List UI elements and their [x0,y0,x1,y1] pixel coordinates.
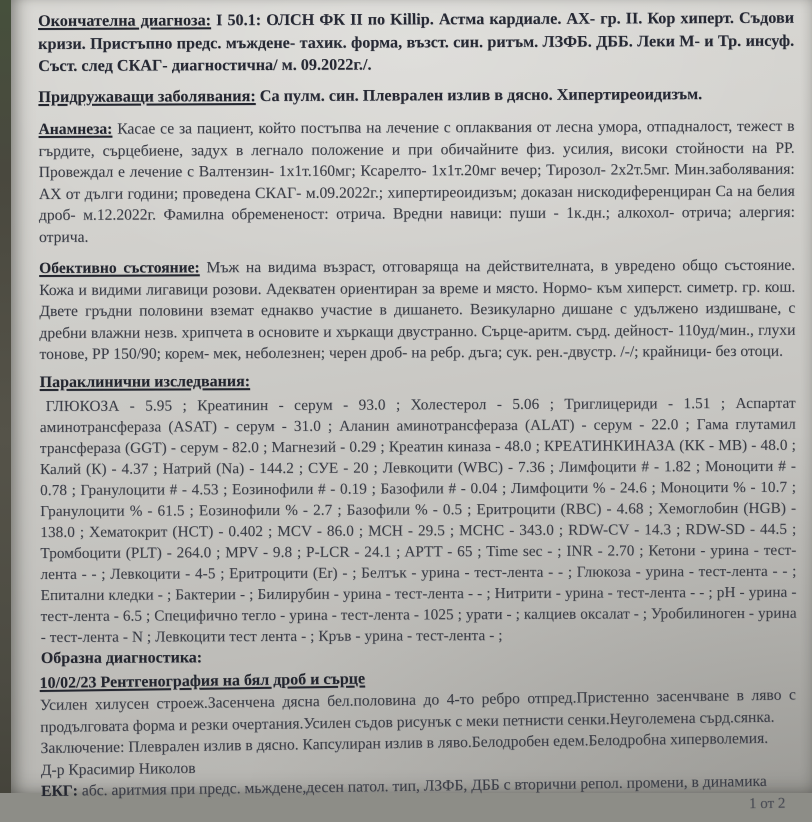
final-diagnosis-text: I 50.1: ОЛСН ФК II по Killip. Астма кардиале. АХ- гр. II. Кор хиперт. Съдови кризи. Пристъпно предс. мъждене- тахик. форма, възст. син. ритъм. ЛЗФБ. ДББ. Леки М- и Тр. инсуф. Съст. след СКАГ- диагностична/ м. 09.2022г./. [38,8,795,75]
section-comorbidities [38,82,794,108]
anamnesis-text: Касае се за пациент, който постъпва на лечение с оплаквания от лесна умора, отпадналост, тежест в гърдите, сърцебиене, задух в легнало положение и при обичайните физ. усилия, високи стойности на РР. Провеждал е лечение с Валтензин- 1х1т.160мг; Ксарелто- 1х1т.20мг вечер; Тирозол- 2х2т.5мг. Мин.заболявания: АХ от дълги години; проведена СКАГ- м.09.2022г.; хипертиреоидизъм; доказан нискодиференциран Са на белия дроб- м.12.2022г. Фамилна обремененост: отрича. Вредни навици: пуши - 1к.дн.; алкохол- отрича; алергия: отрича. [38,117,795,246]
medical-report-page [11,0,812,812]
page-content [38,7,798,822]
objective-status-text: Мъж на видима възраст, отговаряща на действителната, в увредено общо състояние. Кожа и видими лигавици розови. Адекватен ориентиран за време и място. Нормо- към хиперст. симетр. гр. кош. Двете гръдни половини вземат еднакво участие в дишането. Везикуларно дишане с удължено издишване, с дребни влажни незв. хрипчета в основите и хъркащи двустранно. Сърце-аритм. сърд. дейност- 110уд/мин., глухи тонове, РР 150/90; корем- мек, неболезнен; черен дроб- на ребр. дъга; сук. рен.-двустр. /-/; крайници- без отоци. [39,256,796,363]
paraclinical-label: Параклинични изследвания: [39,372,251,391]
section-anamnesis [38,116,795,248]
objective-status-label: Обективно състояние: [39,259,200,277]
photo-left-edge [0,0,11,793]
final-diagnosis-label: Окончателна диагноза: [38,11,212,30]
xray-heading: 10/02/23 Рентгенография на бял дроб и сърце [39,669,366,692]
ekg-text: абс. аритмия при предс. мьждене,десен патол. тип, ЛЗФБ, ДББ с вторични репол. промени, в динамика [81,772,767,799]
section-final-diagnosis [38,7,794,78]
anamnesis-label: Анамнеза: [38,120,113,138]
doctor-signature: Д-р Красимир Николов [40,758,196,778]
ekg-label: ЕКГ: [40,781,79,800]
paraclinical-heading [40,368,796,393]
paraclinical-results: ГЛЮКОЗА - 5.95 ; Креатинин - серум - 93.0 ; Холестерол - 5.06 ; Триглицериди - 1.51 ; Аспартат аминотрансфераза (ASAT) - серум - 31.0 ; Аланин аминотрансфераза (ALAT) - серум - 22.0 ; Гама глутамил трансфераза (GGT) - серум - 82.0 ; Магнезий - 0.29 ; Креатин киназа - 48.0 ; КРЕАТИНКИНАЗА (КК - МВ) - 48.0 ; Калий (К) - 4.37 ; Натрий (Na) - 144.2 ; СУЕ - 20 ; Левкоцити (WBC) - 7.36 ; Лимфоцити # - 1.82 ; Моноцити # - 0.78 ; Гранулоцити # - 4.53 ; Еозинофили # - 0.19 ; Базофили # - 0.04 ; Лимфоцити % - 24.6 ; Моноцити % - 10.7 ; Гранулоцити % - 61.5 ; Еозинофили % - 2.7 ; Базофили % - 0.5 ; Еритроцити (RBC) - 4.68 ; Хемоглобин (HGB) - 138.0 ; Хематокрит (HCT) - 0.402 ; MCV - 86.0 ; MCH - 29.5 ; MCHC - 343.0 ; RDW-CV - 14.3 ; RDW-SD - 44.5 ; Тромбоцити (PLT) - 264.0 ; MPV - 9.8 ; P-LCR - 24.1 ; APTT - 65 ; Time sec - ; INR - 2.70 ; Кетони - урина - тест-лента - - ; Левкоцити - 4-5 ; Еритроцити (Er) - ; Белтък - урина - тест-лента - - ; Глюкоза - урина - тест-лента - - ; Епитални кледки - ; Бактерии - ; Билирубин - урина - тест-лента - - ; Нитрити - урина - тест-лента - - ; pH - урина - тест-лента - 6.5 ; Специфично тегло - урина - тест-лента - 1025 ; урати - ; калциев оксалат - ; Уробилиноген - урина - тест-лента - N ; Левкоцити тест лента - ; Кръв - урина - тест-лента - ; [39,394,797,646]
page-indicator: 1 от 2 [748,794,786,812]
comorbidities-text: Са пулм. син. Плеврален излив в дясно. Хипертиреоидизъм. [259,84,703,105]
xray-conclusion: Заключение: Плеврален излив в дясно. Капсулиран излив в ляво.Белодробен едем.Белодробна хиперволемия. [40,729,769,757]
xray-findings: Усилен хилусен строеж.Засенчена дясна бел.половина до 4-то ребро отпред.Пристенно засенчване в ляво с продълговата форма и резки очертания.Усилен съдов рисунък с меки петнисти сенки.Неуголемена сърд.сянка. [39,685,796,736]
imaging-diagnostics-heading: Образна диагностика: [40,648,203,667]
xray-and-ekg-block [39,662,797,822]
section-objective-status [39,255,795,366]
comorbidities-label: Придружаващи заболявания: [38,86,256,106]
